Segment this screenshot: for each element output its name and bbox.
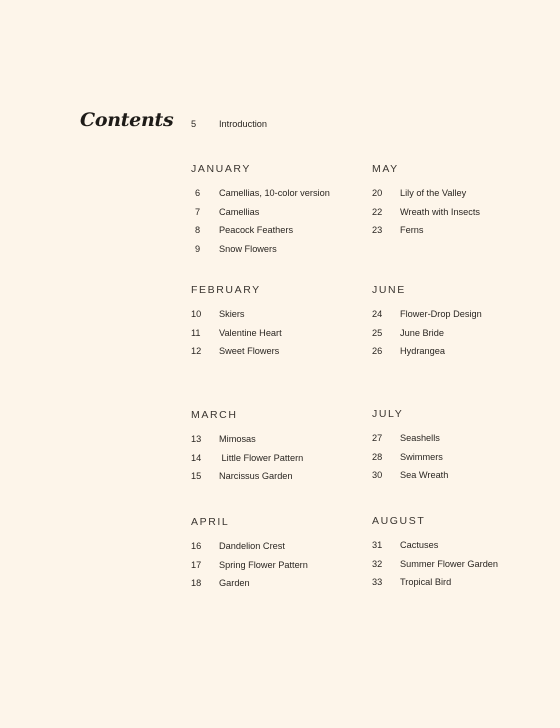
page-number: 24	[372, 309, 383, 319]
page-number: 6	[195, 188, 201, 198]
page-number: 20	[372, 188, 383, 198]
entry-label: Valentine Heart	[219, 327, 282, 338]
entry-label: Camellias	[219, 206, 260, 217]
entry-label: Little Flower Pattern	[219, 452, 304, 463]
page-number: 28	[372, 451, 383, 462]
entry-label: Garden	[219, 578, 250, 589]
entry-label: Introduction	[219, 119, 268, 129]
section-february	[191, 284, 282, 357]
entry-label: Sweet Flowers	[219, 346, 280, 357]
toc-entry[interactable]	[191, 244, 330, 263]
section-heading: AUGUST	[372, 515, 426, 527]
page-number: 5	[191, 119, 197, 129]
page-number: 27	[372, 433, 383, 443]
page-number: 31	[372, 540, 383, 550]
entry-label: June Bride	[400, 327, 444, 338]
page-number: 13	[191, 434, 202, 444]
toc-entry[interactable]	[372, 207, 480, 226]
entry-label: Hydrangea	[400, 346, 445, 357]
entry-label: Spring Flower Pattern	[219, 559, 308, 570]
page-number: 9	[195, 244, 201, 255]
toc-entry[interactable]	[191, 225, 330, 244]
page-number: 15	[191, 471, 202, 482]
toc-entry[interactable]	[191, 453, 303, 472]
page-number: 17	[191, 559, 202, 570]
entry-label: Summer Flower Garden	[400, 558, 499, 569]
entry-label: Narcissus Garden	[219, 471, 293, 482]
toc-entry[interactable]	[372, 470, 448, 489]
page-number: 23	[372, 225, 383, 236]
toc-entry[interactable]	[191, 560, 308, 579]
toc-entry[interactable]	[372, 433, 448, 452]
section-heading: MARCH	[191, 409, 238, 421]
entry-list	[372, 433, 448, 489]
entry-label: Swimmers	[400, 451, 443, 462]
toc-entry[interactable]	[191, 578, 308, 597]
section-august	[372, 515, 499, 588]
page-number: 14	[191, 452, 202, 463]
page-title: Contents	[80, 109, 174, 131]
entry-list	[372, 188, 480, 244]
section-january	[191, 163, 330, 255]
page-number: 32	[372, 558, 383, 569]
page-number: 25	[372, 327, 383, 338]
entry-label: Skiers	[219, 309, 245, 319]
toc-entry[interactable]	[372, 309, 482, 328]
toc-entry[interactable]	[191, 309, 282, 328]
entry-label: Mimosas	[219, 434, 256, 444]
entry-label: Wreath with Insects	[400, 206, 480, 217]
entry-label: Tropical Bird	[400, 577, 452, 588]
entry-label: Camellias, 10-color version	[219, 188, 330, 198]
section-july	[372, 408, 449, 481]
section-heading: JUNE	[372, 284, 406, 296]
page-number: 7	[195, 206, 201, 217]
entry-list	[191, 434, 303, 490]
toc-entry[interactable]	[191, 188, 330, 207]
toc-entry[interactable]	[372, 328, 482, 347]
entry-label: Ferns	[400, 225, 424, 236]
entry-label: Flower-Drop Design	[400, 309, 482, 319]
toc-entry[interactable]	[372, 577, 498, 596]
section-heading: JANUARY	[191, 163, 252, 175]
entry-label: Dandelion Crest	[219, 541, 285, 551]
toc-entry[interactable]	[191, 541, 308, 560]
entry-list	[372, 540, 498, 596]
page-number: 26	[372, 346, 383, 357]
page-number: 16	[191, 541, 202, 551]
page-number: 18	[191, 578, 202, 589]
toc-entry[interactable]	[191, 328, 282, 347]
section-june	[372, 284, 482, 357]
entry-label: Lily of the Valley	[400, 188, 467, 198]
toc-entry[interactable]	[191, 346, 282, 365]
section-heading: JULY	[372, 408, 404, 420]
intro-entry[interactable]	[191, 119, 267, 129]
section-heading: APRIL	[191, 516, 230, 528]
toc-entry[interactable]	[191, 471, 303, 490]
entry-label: Snow Flowers	[219, 244, 277, 255]
toc-entry[interactable]	[372, 559, 498, 578]
section-march	[191, 409, 304, 482]
toc-entry[interactable]	[372, 188, 480, 207]
page-number: 11	[191, 327, 201, 338]
toc-entry[interactable]	[191, 434, 303, 453]
toc-entry[interactable]	[372, 225, 480, 244]
entry-label: Sea Wreath	[400, 470, 449, 481]
page-number: 22	[372, 206, 383, 217]
entry-list	[191, 541, 308, 597]
toc-entry[interactable]	[191, 207, 330, 226]
toc-entry[interactable]	[372, 452, 448, 471]
toc-entry[interactable]	[372, 540, 498, 559]
entry-label: Seashells	[400, 433, 440, 443]
section-heading: MAY	[372, 163, 399, 175]
section-heading: FEBRUARY	[191, 284, 261, 296]
page-number: 10	[191, 309, 202, 319]
entry-label: Peacock Feathers	[219, 225, 294, 236]
section-april	[191, 516, 308, 589]
entry-list	[191, 188, 330, 263]
page-number: 30	[372, 470, 383, 481]
entry-label: Cactuses	[400, 540, 439, 550]
page-number: 33	[372, 577, 383, 588]
page-number: 12	[191, 346, 202, 357]
section-may	[372, 163, 480, 236]
entry-list	[191, 309, 282, 365]
entry-list	[372, 309, 482, 365]
toc-entry[interactable]	[372, 346, 482, 365]
page-number: 8	[195, 225, 201, 236]
